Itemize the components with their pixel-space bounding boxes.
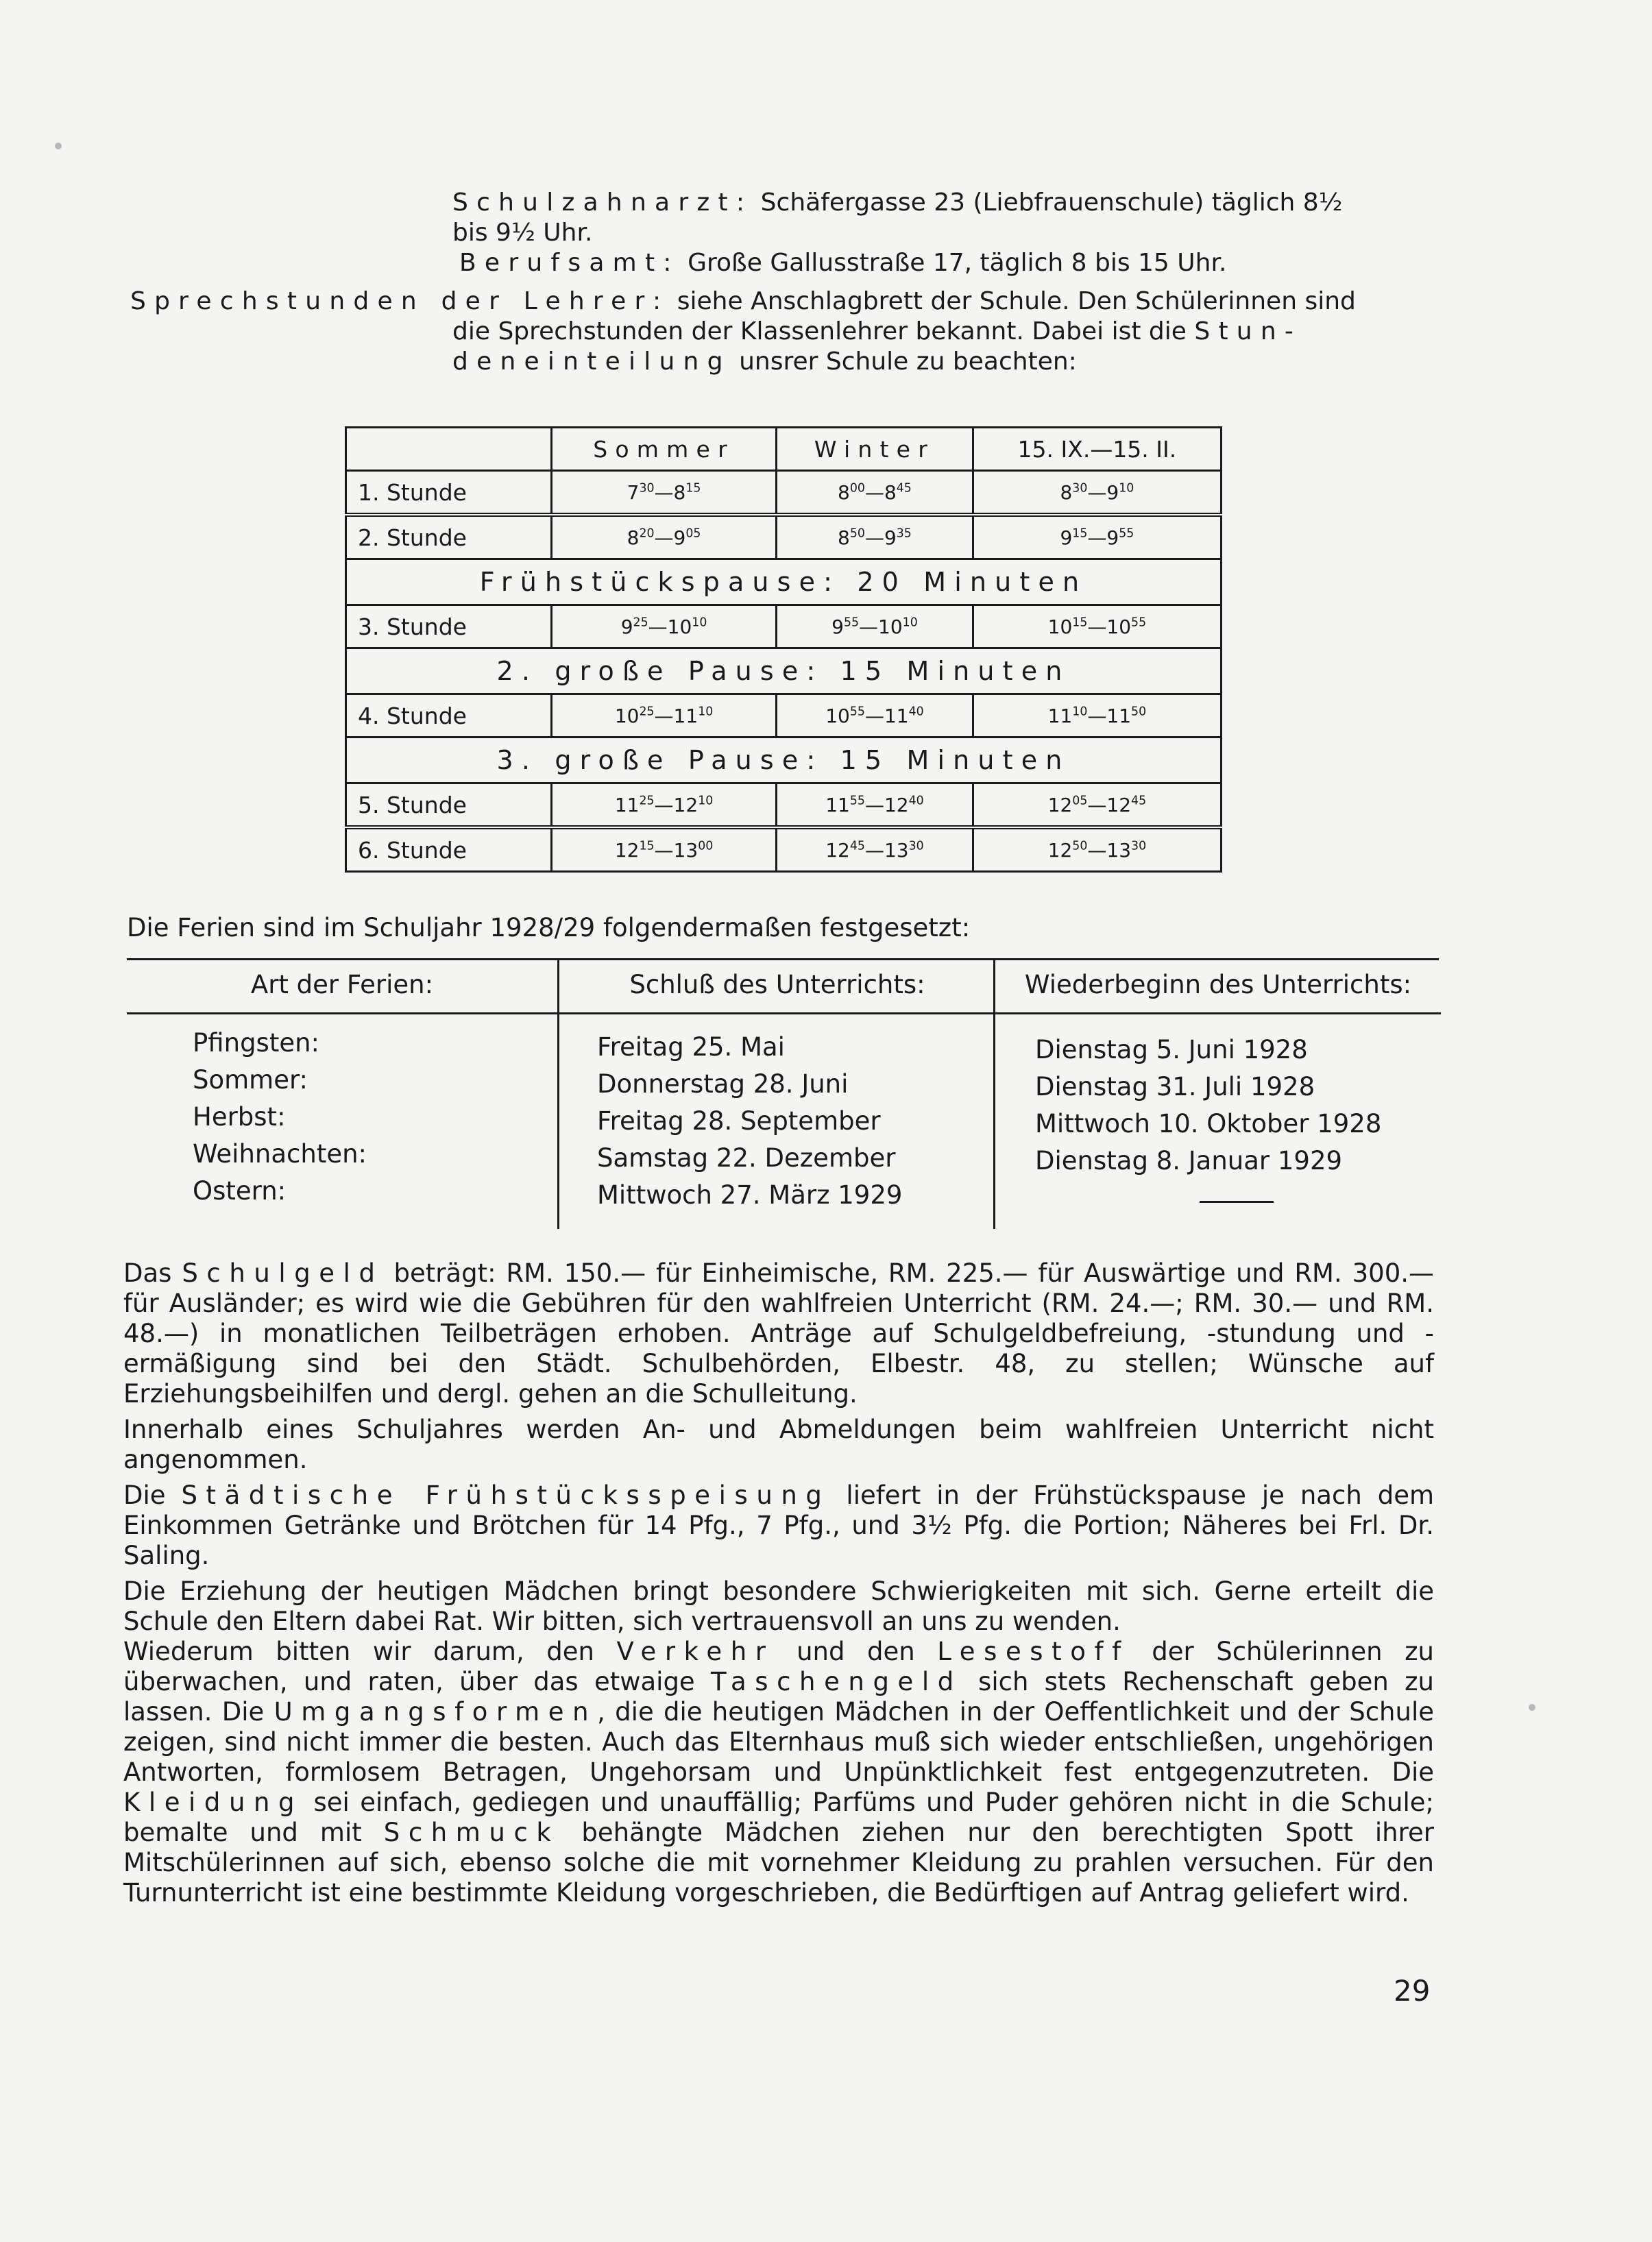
row-label: 4. Stunde: [346, 694, 552, 738]
ferien-col-schluss: [557, 960, 995, 1229]
ferien-list: [1035, 1032, 1381, 1180]
body-text: [123, 1258, 1434, 1914]
row-label: 3. Stunde: [346, 605, 552, 648]
table-row: [346, 694, 1222, 738]
paragraph-fruehstueck: Die Städtische Frühstücksspeisung liefert in der Frühstückspause je nach dem Einkommen Getränke und Brötchen für 14 Pfg., 7 Pfg., und 3½ Pfg. die Portion; Näheres bei Frl. Dr. Saling.: [123, 1481, 1434, 1570]
time-cell: $12^{50}—13^{30}$: [973, 827, 1221, 872]
intro-line: Schulzahnarzt: Schäfergasse 23 (Liebfrauenschule) täglich 8½: [452, 188, 1343, 217]
intro-line: Berufsamt: Große Gallusstraße 17, täglich 8 bis 15 Uhr.: [459, 249, 1227, 277]
row-label: 1. Stunde: [346, 471, 552, 515]
header-sommer: Sommer: [552, 428, 777, 471]
ferien-col-beginn: [993, 960, 1441, 1229]
list-item: Dienstag 31. Juli 1928: [1035, 1072, 1315, 1101]
intro-line: bis 9½ Uhr.: [452, 219, 593, 247]
header-rule: [127, 1012, 557, 1014]
table-row: [346, 605, 1222, 648]
row-label: 2. Stunde: [346, 515, 552, 559]
list-item: Ostern:: [193, 1176, 287, 1206]
time-cell: $10^{15}—10^{55}$: [973, 605, 1221, 648]
table-row: [346, 827, 1222, 872]
intro-line: Sprechstunden der Lehrer: siehe Anschlagbrett der Schule. Den Schülerinnen sind: [130, 287, 1356, 315]
time-cell: $11^{25}—12^{10}$: [552, 783, 777, 828]
time-cell: $8^{30}—9^{10}$: [973, 471, 1221, 515]
time-cell: $9^{55}—10^{10}$: [777, 605, 973, 648]
paragraph-schulgeld: Das Schulgeld beträgt: RM. 150.— für Einheimische, RM. 225.— für Auswärtige und RM. 300.— für Ausländer; es wird wie die Gebühren für den wahlfreien Unterricht (RM. 24.—; RM. 30.— und RM. 48.—) in monatlichen Teilbeträgen erhoben. Anträge auf Schulgeldbefreiung, -stundung und -ermäßigung sind bei den Städt. Schulbehörden, Elbestr. 48, zu stellen; Wünsche auf Erziehungsbeihilfen und dergl. gehen an die Schulleitung.: [123, 1258, 1435, 1409]
list-item: Pfingsten:: [193, 1028, 320, 1058]
ferien-col-art: [127, 960, 557, 1229]
time-cell: $10^{25}—11^{10}$: [552, 694, 777, 738]
header-rule: [995, 1012, 1441, 1014]
list-item: Dienstag 8. Januar 1929: [1035, 1146, 1343, 1175]
time-cell: $12^{45}—13^{30}$: [777, 827, 973, 872]
list-item: Sommer:: [193, 1065, 308, 1095]
row-label: 6. Stunde: [346, 827, 552, 872]
list-item: Samstag 22. Dezember: [597, 1143, 896, 1173]
pause-row: [346, 559, 1222, 605]
intro-line: deneinteilung unsrer Schule zu beachten:: [452, 348, 1077, 376]
intro-line: die Sprechstunden der Klassenlehrer bekannt. Dabei ist die Stun-: [452, 317, 1302, 345]
row-label: 5. Stunde: [346, 783, 552, 828]
time-cell: $8^{50}—9^{35}$: [777, 515, 973, 559]
list-item: Weihnachten:: [193, 1139, 367, 1169]
time-cell: $12^{15}—13^{00}$: [552, 827, 777, 872]
list-item: Herbst:: [193, 1102, 286, 1132]
header-period: 15. IX.—15. II.: [973, 428, 1221, 471]
time-cell: $11^{10}—11^{50}$: [973, 694, 1221, 738]
paragraph-erziehung: Die Erziehung der heutigen Mädchen bringt besondere Schwierigkeiten mit sich. Gerne erteilt die Schule den Eltern dabei Rat. Wir bitten, sich vertrauensvoll an uns zu wenden.: [123, 1576, 1434, 1636]
pause-row: [346, 738, 1222, 783]
pause-breakfast: Frühstückspause: 20 Minuten: [346, 559, 1222, 605]
page-number: 29: [1394, 1974, 1431, 2008]
time-cell: $8^{00}—8^{45}$: [777, 471, 973, 515]
ferien-header: Wiederbeginn des Unterrichts:: [1024, 970, 1412, 999]
pause-third: 3. große Pause: 15 Minuten: [346, 738, 1222, 783]
time-cell: $8^{20}—9^{05}$: [552, 515, 777, 559]
list-item: Freitag 25. Mai: [597, 1032, 785, 1062]
time-cell: $12^{05}—12^{45}$: [973, 783, 1221, 828]
header-winter: Winter: [777, 428, 973, 471]
ostern-placeholder-dash: [1200, 1201, 1274, 1203]
table-corner: [346, 428, 552, 471]
pause-second: 2. große Pause: 15 Minuten: [346, 648, 1222, 694]
ferien-header: Schluß des Unterrichts:: [629, 970, 925, 999]
table-row: [346, 471, 1222, 515]
pause-row: [346, 648, 1222, 694]
list-item: Freitag 28. September: [597, 1106, 881, 1136]
lesson-schedule-table: [345, 426, 1222, 873]
time-cell: $9^{25}—10^{10}$: [552, 605, 777, 648]
ferien-table: [127, 958, 1439, 1229]
time-cell: $10^{55}—11^{40}$: [777, 694, 973, 738]
ferien-header: Art der Ferien:: [250, 970, 434, 999]
paragraph-verhalten: Wiederum bitten wir darum, den Verkehr und den Lesestoff der Schülerinnen zu überwachen, und raten, über das etwaige Taschengeld sich stets Rechenschaft geben zu lassen. Die Umgangsformen, die die heutigen Mädchen in der Oeffentlichkeit und der Schule zeigen, sind nicht immer die besten. Auch das Elternhaus muß sich wieder entschließen, ungehörigen Antworten, formlosem Betragen, Ungehorsam und Unpünktlichkeit fest entgegenzutreten. Die Kleidung sei einfach, gediegen und unauffällig; Parfüms und Puder gehören nicht in die Schule; bemalte und mit Schmuck behängte Mädchen ziehen nur den berechtigten Spott ihrer Mitschülerinnen auf sich, ebenso solche die mit vornehmer Kleidung zu prahlen versuchen. Für den Turnunterricht ist eine bestimmte Kleidung vorgeschrieben, die Bedürftigen auf Antrag geliefert wird.: [123, 1637, 1434, 1908]
list-item: Dienstag 5. Juni 1928: [1035, 1035, 1308, 1064]
time-cell: $7^{30}—8^{15}$: [552, 471, 777, 515]
speck: [1529, 1704, 1535, 1711]
time-cell: $9^{15}—9^{55}$: [973, 515, 1221, 559]
ferien-list: [193, 1025, 367, 1210]
header-rule: [559, 1012, 995, 1014]
time-cell: $11^{55}—12^{40}$: [777, 783, 973, 828]
table-row: [346, 515, 1222, 559]
ferien-title: Die Ferien sind im Schuljahr 1928/29 folgendermaßen festgesetzt:: [127, 913, 971, 942]
paragraph-abmeldungen: Innerhalb eines Schuljahres werden An- und Abmeldungen beim wahlfreien Unterricht nicht angenommen.: [123, 1415, 1434, 1474]
ferien-list: [597, 1029, 902, 1214]
list-item: Mittwoch 27. März 1929: [597, 1180, 903, 1210]
speck: [55, 143, 62, 149]
table-row: [346, 783, 1222, 828]
list-item: Mittwoch 10. Oktober 1928: [1035, 1109, 1382, 1138]
list-item: Donnerstag 28. Juni: [597, 1069, 849, 1099]
